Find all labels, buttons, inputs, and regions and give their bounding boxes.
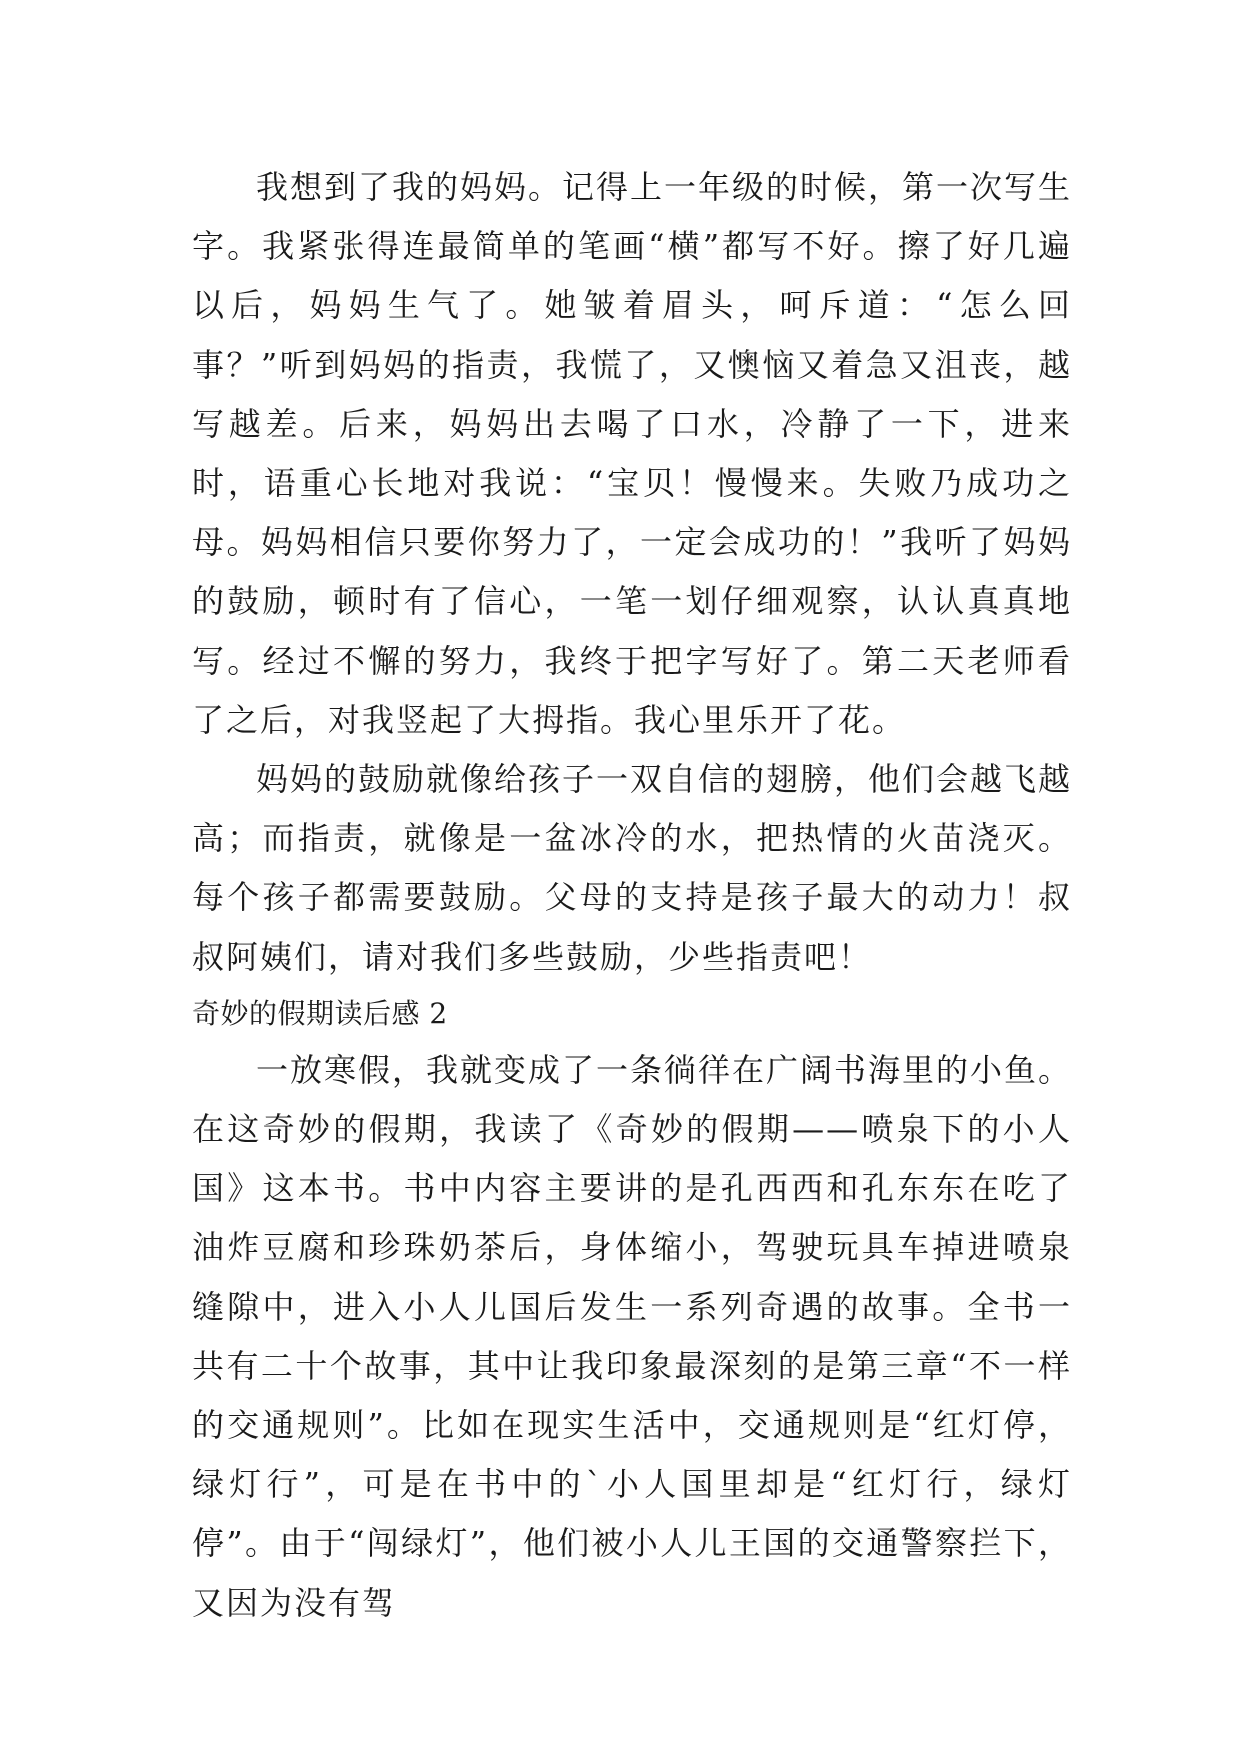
section-title: 奇妙的假期读后感 2 [192, 996, 448, 1030]
document-body [192, 158, 1072, 1633]
paragraph-mother-story: 我想到了我的妈妈。记得上一年级的时候，第一次写生字。我紧张得连最简单的笔画“横”都写不好。擦了好几遍以后，妈妈生气了。她皱着眉头，呵斥道：“怎么回事？”听到妈妈的指责，我慌了，又懊恼又着急又沮丧，越写越差。后来，妈妈出去喝了口水，冷静了一下，进来时，语重心长地对我说：“宝贝！慢慢来。失败乃成功之母。妈妈相信只要你努力了，一定会成功的！”我听了妈妈的鼓励，顿时有了信心，一笔一划仔细观察，认认真真地写。经过不懈的努力，我终于把字写好了。第二天老师看了之后，对我竖起了大拇指。我心里乐开了花。 [192, 168, 1073, 739]
paragraph-encouragement: 妈妈的鼓励就像给孩子一双自信的翅膀，他们会越飞越高；而指责，就像是一盆冰冷的水，把热情的火苗浇灭。每个孩子都需要鼓励。父母的支持是孩子最大的动力！叔叔阿姨们，请对我们多些鼓励，少些指责吧！ [192, 760, 1073, 976]
paragraph-book-review: 一放寒假，我就变成了一条徜徉在广阔书海里的小鱼。在这奇妙的假期，我读了《奇妙的假期——喷泉下的小人国》这本书。书中内容主要讲的是孔西西和孔东东在吃了油炸豆腐和珍珠奶茶后，身体缩小，驾驶玩具车掉进喷泉缝隙中，进入小人儿国后发生一系列奇遇的故事。全书一共有二十个故事，其中让我印象最深刻的是第三章“不一样的交通规则”。比如在现实生活中，交通规则是“红灯停，绿灯行”，可是在书中的`小人国里却是“红灯行，绿灯停”。由于“闯绿灯”，他们被小人儿王国的交通警察拦下，又因为没有驾 [192, 1050, 1073, 1622]
